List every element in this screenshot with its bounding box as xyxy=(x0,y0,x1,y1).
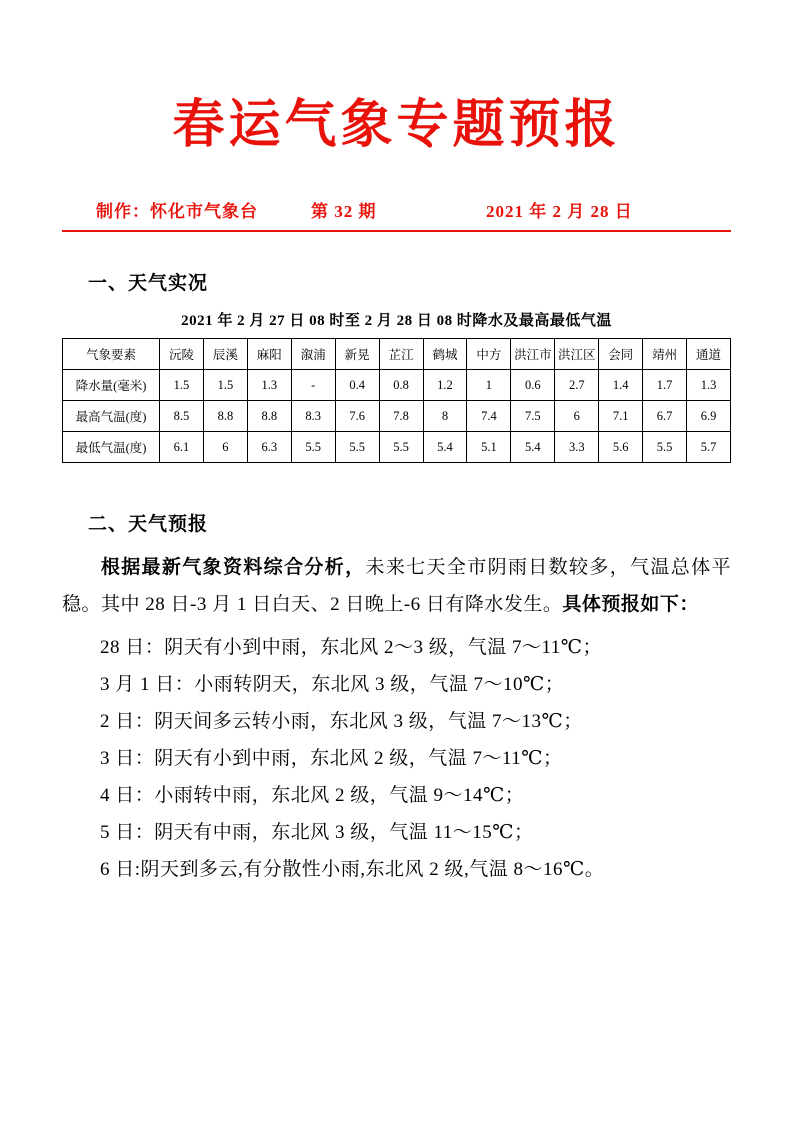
header-divider xyxy=(62,230,731,232)
list-item: 6 日:阴天到多云,有分散性小雨,东北风 2 级,气温 8～16℃。 xyxy=(100,859,605,881)
table-col-header: 鹤城 xyxy=(423,339,467,370)
table-cell: 1.7 xyxy=(643,370,687,401)
table-cell: 7.8 xyxy=(379,401,423,432)
table-header-row xyxy=(63,339,731,370)
forecast-paragraph xyxy=(62,550,731,623)
table-cell: 3.3 xyxy=(555,432,599,463)
table-cell: 2.7 xyxy=(555,370,599,401)
page-title: 春运气象专题预报 xyxy=(172,94,621,155)
table-col-header: 气象要素 xyxy=(63,339,160,370)
byline-issue: 第 32 期 xyxy=(311,202,377,222)
table-cell: 1 xyxy=(467,370,511,401)
table-cell: 6.1 xyxy=(160,432,204,463)
table-cell: 8.8 xyxy=(203,401,247,432)
table-col-header: 会同 xyxy=(599,339,643,370)
list-item: 5 日：阴天有中雨，东北风 3 级，气温 11～15℃； xyxy=(100,822,534,844)
row-label: 降水量(毫米) xyxy=(63,370,160,401)
table-row xyxy=(63,370,731,401)
row-label: 最高气温(度) xyxy=(63,401,160,432)
table-cell: 0.6 xyxy=(511,370,555,401)
paragraph-tail: 具体预报如下： xyxy=(562,593,699,615)
table-cell: 7.5 xyxy=(511,401,555,432)
table-cell: 1.4 xyxy=(599,370,643,401)
list-item: 2 日：阴天间多云转小雨，东北风 3 级，气温 7～13℃； xyxy=(100,711,583,733)
table-cell: 1.5 xyxy=(160,370,204,401)
table-cell: 8.3 xyxy=(291,401,335,432)
table-cell: 6.3 xyxy=(247,432,291,463)
table-col-header: 沅陵 xyxy=(160,339,204,370)
table-cell: 5.1 xyxy=(467,432,511,463)
section-heading-observation: 一、天气实况 xyxy=(88,273,209,295)
table-cell: 5.7 xyxy=(687,432,731,463)
table-cell: - xyxy=(291,370,335,401)
table-cell: 0.8 xyxy=(379,370,423,401)
section-heading-forecast: 二、天气预报 xyxy=(88,514,209,536)
table-cell: 6.7 xyxy=(643,401,687,432)
table-col-header: 新晃 xyxy=(335,339,379,370)
table-row xyxy=(63,432,731,463)
table-col-header: 辰溪 xyxy=(203,339,247,370)
table-cell: 5.5 xyxy=(643,432,687,463)
table-cell: 5.5 xyxy=(291,432,335,463)
byline-date: 2021 年 2 月 28 日 xyxy=(486,202,633,222)
table-row xyxy=(63,401,731,432)
table-cell: 8.5 xyxy=(160,401,204,432)
list-item: 28 日：阴天有小到中雨，东北风 2～3 级，气温 7～11℃； xyxy=(100,637,603,659)
table-cell: 5.5 xyxy=(379,432,423,463)
table-col-header: 通道 xyxy=(687,339,731,370)
byline-maker: 制作：怀化市气象台 xyxy=(96,202,258,222)
table-cell: 8 xyxy=(423,401,467,432)
table-cell: 1.5 xyxy=(203,370,247,401)
table-cell: 7.1 xyxy=(599,401,643,432)
table-col-header: 洪江区 xyxy=(555,339,599,370)
row-label: 最低气温(度) xyxy=(63,432,160,463)
table-cell: 5.4 xyxy=(423,432,467,463)
table-cell: 1.2 xyxy=(423,370,467,401)
table-cell: 6.9 xyxy=(687,401,731,432)
table-cell: 1.3 xyxy=(687,370,731,401)
table-cell: 5.6 xyxy=(599,432,643,463)
table-col-header: 麻阳 xyxy=(247,339,291,370)
table-cell: 6 xyxy=(203,432,247,463)
table-cell: 0.4 xyxy=(335,370,379,401)
byline xyxy=(62,197,731,222)
observation-table xyxy=(62,338,731,463)
table-cell: 1.3 xyxy=(247,370,291,401)
table-caption: 2021 年 2 月 27 日 08 时至 2 月 28 日 08 时降水及最高最低气温 xyxy=(181,313,612,330)
forecast-list xyxy=(62,629,731,888)
list-item: 4 日：小雨转中雨，东北风 2 级，气温 9～14℃； xyxy=(100,785,525,807)
table-cell: 8.8 xyxy=(247,401,291,432)
table-cell: 6 xyxy=(555,401,599,432)
list-item: 3 月 1 日：小雨转阴天，东北风 3 级，气温 7～10℃； xyxy=(100,674,565,696)
table-col-header: 中方 xyxy=(467,339,511,370)
list-item: 3 日：阴天有小到中雨，东北风 2 级，气温 7～11℃； xyxy=(100,748,563,770)
table-cell: 5.4 xyxy=(511,432,555,463)
paragraph-lead: 根据最新气象资料综合分析， xyxy=(100,557,366,579)
table-col-header: 溆浦 xyxy=(291,339,335,370)
paragraph-body: 未来七天全市阴雨日数较多，气温总体平稳。其中 28 日-3 月 1 日白天、2 日晚上-6 日有降水发生。 xyxy=(62,557,731,615)
table-col-header: 洪江市 xyxy=(511,339,555,370)
table-cell: 7.4 xyxy=(467,401,511,432)
table-cell: 7.6 xyxy=(335,401,379,432)
table-col-header: 芷江 xyxy=(379,339,423,370)
table-cell: 5.5 xyxy=(335,432,379,463)
table-col-header: 靖州 xyxy=(643,339,687,370)
